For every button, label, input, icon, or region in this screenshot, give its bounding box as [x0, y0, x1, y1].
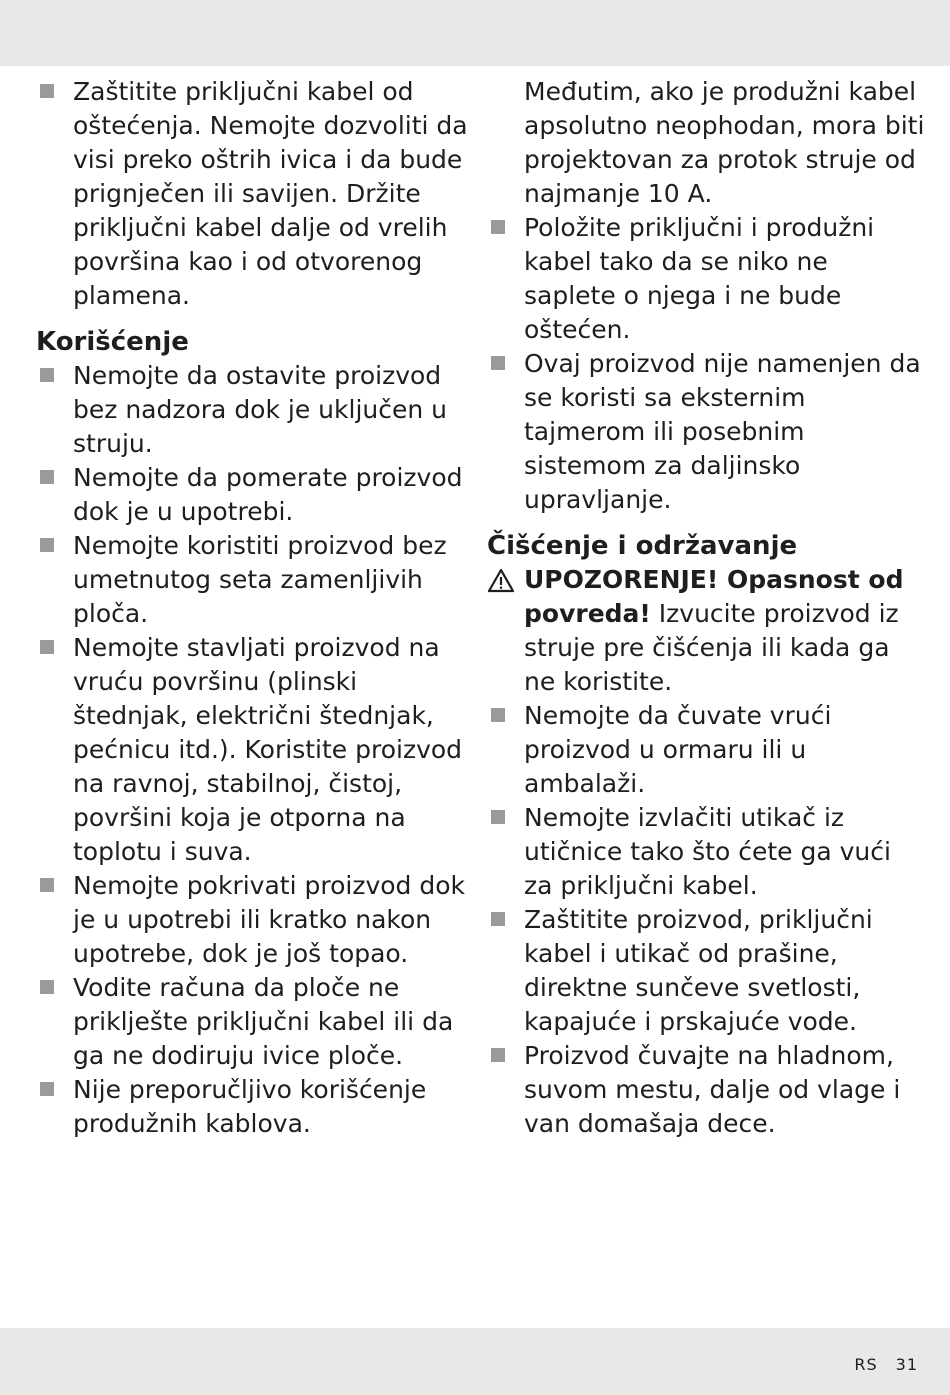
- square-bullet-icon: [40, 640, 54, 654]
- list-item: Nemojte da pomerate proizvod dok je u upotrebi.: [36, 461, 476, 529]
- square-bullet-icon: [491, 220, 505, 234]
- square-bullet-icon: [491, 356, 505, 370]
- square-bullet-icon: [40, 980, 54, 994]
- left-column: [36, 75, 476, 1141]
- list-item: Nemojte koristiti proizvod bez umetnutog seta zamenljivih ploča.: [36, 529, 476, 631]
- square-bullet-icon: [491, 810, 505, 824]
- square-bullet-icon: [491, 1048, 505, 1062]
- list-item: Nemojte stavljati proizvod na vruću površinu (plinski štednjak, električni štednjak, pećnicu itd.). Koristite proizvod na ravnoj, stabilnoj, čistoj, površini koja je otporna na toplotu i suva.: [36, 631, 476, 869]
- list-item: Zaštitite proizvod, priključni kabel i utikač od prašine, direktne sunčeve svetlosti, kapajuće i prskajuće vode.: [487, 903, 927, 1039]
- footer-band: [0, 1328, 950, 1395]
- section-heading: Čišćenje i održavanje: [487, 531, 798, 561]
- list-item: Nemojte da čuvate vrući proizvod u ormaru ili u ambalaži.: [487, 699, 927, 801]
- right-column: [487, 75, 927, 1141]
- header-band: [0, 0, 950, 66]
- section-heading: Korišćenje: [36, 327, 189, 357]
- list-item: Ovaj proizvod nije namenjen da se koristi sa eksternim tajmerom ili posebnim sistemom za daljinsko upravljanje.: [487, 347, 927, 517]
- list-item: Nemojte izvlačiti utikač iz utičnice tako što ćete ga vući za priključni kabel.: [487, 801, 927, 903]
- warning-paragraph: [487, 563, 927, 699]
- warning-triangle-icon: [487, 568, 515, 593]
- page-footer: [836, 1355, 918, 1374]
- list-item: Vodite računa da ploče ne priklješte priključni kabel ili da ga ne dodiruju ivice ploče.: [36, 971, 476, 1073]
- square-bullet-icon: [40, 368, 54, 382]
- list-item: Nije preporučljivo korišćenje produžnih kablova.: [36, 1073, 476, 1141]
- language-code: RS: [854, 1355, 878, 1374]
- square-bullet-icon: [40, 538, 54, 552]
- square-bullet-icon: [40, 878, 54, 892]
- square-bullet-icon: [40, 1082, 54, 1096]
- list-item: Položite priključni i produžni kabel tako da se niko ne saplete o njega i ne bude oštećen.: [487, 211, 927, 347]
- warning-label: UPOZORENJE! Opasnost od povreda!: [524, 565, 904, 628]
- square-bullet-icon: [491, 708, 505, 722]
- square-bullet-icon: [40, 84, 54, 98]
- square-bullet-icon: [491, 912, 505, 926]
- square-bullet-icon: [40, 470, 54, 484]
- continuation-paragraph: Međutim, ako je produžni kabel apsolutno neophodan, mora biti projektovan za protok struje od najmanje 10 A.: [524, 77, 925, 208]
- list-item: Nemojte da ostavite proizvod bez nadzora dok je uključen u struju.: [36, 359, 476, 461]
- list-item: Zaštitite priključni kabel od oštećenja. Nemojte dozvoliti da visi preko oštrih ivica i da bude prignječen ili savijen. Držite priključni kabel dalje od vrelih površina kao i od otvorenog plamena.: [36, 75, 476, 313]
- page-number: 31: [895, 1355, 918, 1374]
- list-item: Proizvod čuvajte na hladnom, suvom mestu, dalje od vlage i van domašaja dece.: [487, 1039, 927, 1141]
- list-item: Nemojte pokrivati proizvod dok je u upotrebi ili kratko nakon upotrebe, dok je još topao.: [36, 869, 476, 971]
- warning-text: Izvucite proizvod iz struje pre čišćenja ili kada ga ne koristite.: [524, 599, 899, 696]
